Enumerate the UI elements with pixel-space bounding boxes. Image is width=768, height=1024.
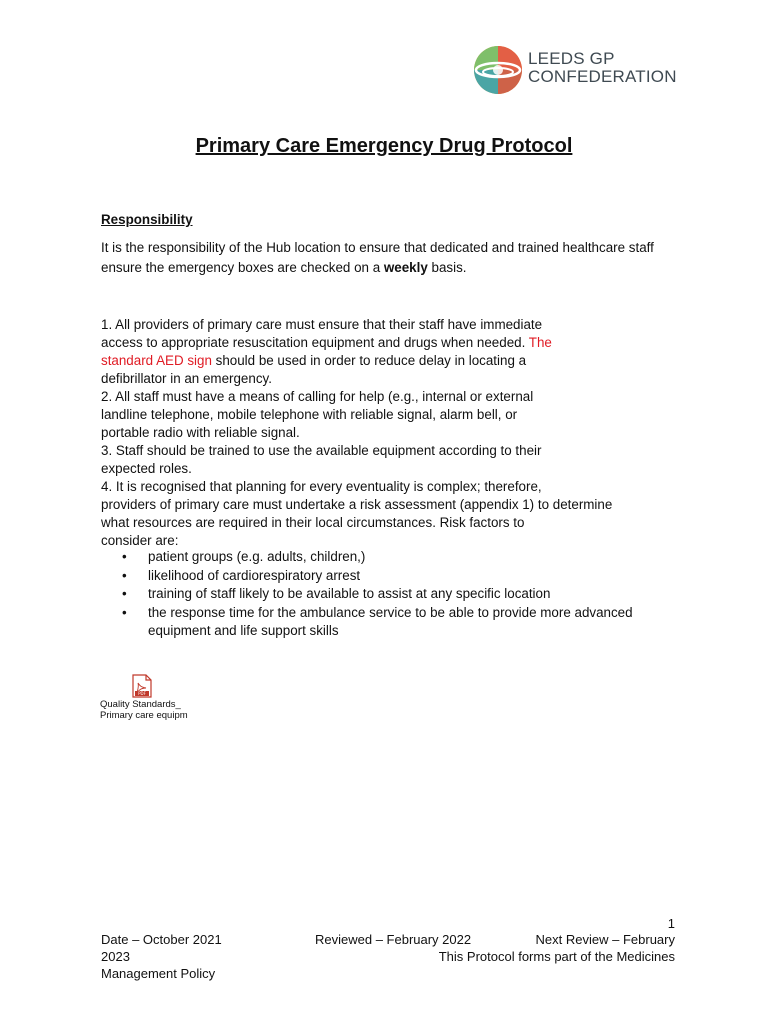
numbered-line: defibrillator in an emergency. — [101, 371, 272, 386]
logo-line-1: LEEDS GP — [528, 49, 615, 68]
numbered-line: landline telephone, mobile telephone with reliable signal, alarm bell, or — [101, 407, 518, 422]
numbered-requirements — [101, 316, 661, 550]
logo-mark-icon — [470, 42, 526, 98]
responsibility-text-end: basis. — [427, 260, 467, 275]
responsibility-bold: weekly — [383, 260, 428, 275]
document-title: Primary Care Emergency Drug Protocol — [195, 135, 573, 157]
list-item: • training of staff likely to be available to assist at any specific location — [122, 585, 682, 604]
numbered-line: expected roles. — [101, 461, 192, 476]
footer-protocol-note: This Protocol forms part of the Medicines — [438, 949, 675, 964]
responsibility-heading: Responsibility — [101, 212, 193, 227]
numbered-line: 1. All providers of primary care must ensure that their staff have immediate — [101, 317, 543, 332]
footer-year: 2023 — [101, 949, 130, 964]
aed-sign-link[interactable]: The — [528, 335, 552, 350]
attachment-label — [100, 699, 188, 721]
attachment-label-line-2: Primary care equipm — [100, 710, 188, 721]
footer-reviewed: Reviewed – February 2022 — [315, 932, 472, 947]
attachment-label-line-1: Quality Standards_ — [100, 699, 181, 710]
numbered-line: portable radio with reliable signal. — [101, 425, 300, 440]
list-item: • the response time for the ambulance service to be able to provide more advanced equipment and life support skills — [122, 604, 682, 641]
logo-line-2: CONFEDERATION — [528, 67, 677, 86]
numbered-line: 2. All staff must have a means of calling for help (e.g., internal or external — [101, 389, 534, 404]
footer-next-review: Next Review – February — [535, 932, 675, 947]
numbered-line: 3. Staff should be trained to use the available equipment according to their — [101, 443, 542, 458]
pdf-icon — [132, 674, 152, 698]
numbered-line — [101, 352, 661, 370]
numbered-text: access to appropriate resuscitation equipment and drugs when needed. — [101, 335, 529, 350]
numbered-line: providers of primary care must undertake a risk assessment (appendix 1) to determine — [101, 497, 613, 512]
leeds-gp-confederation-logo — [470, 42, 685, 98]
responsibility-paragraph — [101, 238, 681, 278]
aed-sign-link[interactable]: standard AED sign — [101, 353, 212, 368]
list-item: • likelihood of cardiorespiratory arrest — [122, 567, 682, 586]
svg-text:PDF: PDF — [138, 691, 146, 696]
numbered-text: should be used in order to reduce delay in locating a — [211, 353, 527, 368]
logo-wordmark — [528, 50, 677, 86]
numbered-line: what resources are required in their local circumstances. Risk factors to — [101, 515, 525, 530]
page-number: 1 — [667, 916, 675, 931]
risk-factor-list — [122, 548, 682, 641]
numbered-line: consider are: — [101, 533, 179, 548]
footer-date: Date – October 2021 — [101, 932, 222, 947]
footer-policy: Management Policy — [101, 966, 216, 981]
numbered-line: 4. It is recognised that planning for every eventuality is complex; therefore, — [101, 479, 542, 494]
numbered-line — [101, 334, 661, 352]
list-item: • patient groups (e.g. adults, children,) — [122, 548, 682, 567]
responsibility-text: It is the responsibility of the Hub location to ensure that dedicated and trained healthcare staff ensure the emergency boxes are checked on a — [101, 240, 654, 275]
